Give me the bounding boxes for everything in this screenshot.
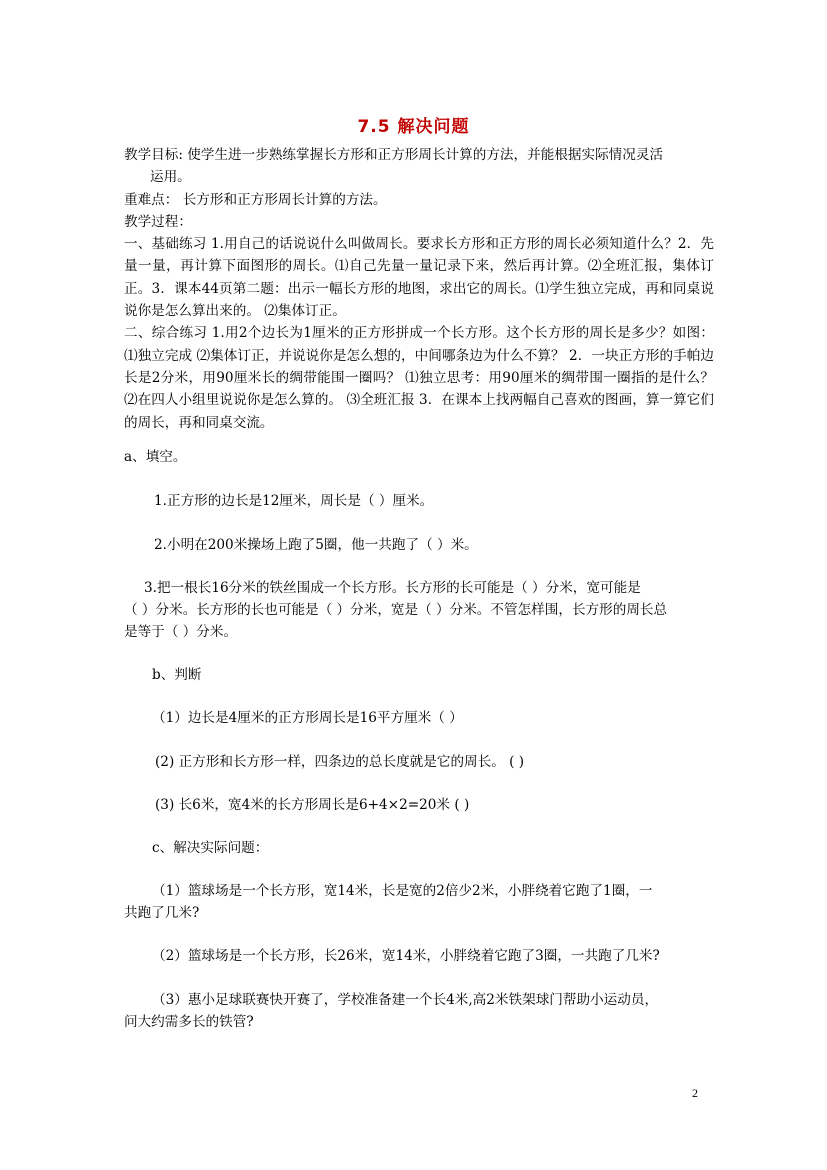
- fill-question-2: 2.小明在200米操场上跑了5圈，他一共跑了（ ）米。: [154, 537, 478, 553]
- fill-question-3-line2: （ ）分米。长方形的长也可能是（ ）分米，宽是（ ）分米。不管怎样围，长方形的周长总: [124, 602, 668, 618]
- lesson-intro: [124, 144, 714, 434]
- section-a-heading: a、填空。: [124, 449, 187, 465]
- fill-question-3-line1: 3.把一根长16分米的铁丝围成一个长方形。长方形的长可能是（ ）分米，宽可能是: [144, 580, 641, 596]
- problem-3-line1: （3）惠小足球联赛快开赛了，学校准备建一个长4米,高2米铁架球门帮助小运动员，: [152, 992, 659, 1008]
- problem-2: （2）篮球场是一个长方形，长26米，宽14米，小胖绕着它跑了3圈，一共跑了几米?: [152, 948, 660, 964]
- teaching-goal: 教学目标: 使学生进一步熟练掌握长方形和正方形周长计算的方法，并能根据实际情况灵活: [124, 147, 664, 163]
- section-b-heading: b、判断: [152, 667, 202, 683]
- document-title: 7.5 解决问题: [357, 117, 470, 137]
- judge-question-2: (2) 正方形和长方形一样，四条边的总长度就是它的周长。 ( ): [155, 754, 525, 770]
- basic-practice-paragraph: 一、基础练习 1.用自己的话说说什么叫做周长。要求长方形和正方形的周长必须知道什么？2．先量一量，再计算下面图形的周长。⑴自己先量一量记录下来，然后再计算。⑵全班汇报，集体订正。3．课本44页第二题：出示一幅长方形的地图，求出它的周长。⑴学生独立完成，再和同桌说说你是怎么算出来的。 ⑵集体订正。: [124, 236, 714, 320]
- teaching-goal-continued: 运用。: [150, 169, 191, 186]
- page-number: 2: [692, 1086, 698, 1100]
- problem-1-line2: 共跑了几米?: [124, 905, 200, 921]
- judge-question-3: (3) 长6米，宽4米的长方形周长是6+4×2=20米 ( ): [155, 797, 470, 813]
- judge-question-1: （1）边长是4厘米的正方形周长是16平方厘米（ ）: [152, 710, 463, 726]
- problem-3-line2: 问大约需多长的铁管?: [124, 1014, 254, 1030]
- fill-question-1: 1.正方形的边长是12厘米，周长是（ ）厘米。: [154, 493, 434, 509]
- problem-1-line1: （1）篮球场是一个长方形，宽14米，长是宽的2倍少2米，小胖绕着它跑了1圈，一: [152, 883, 653, 899]
- section-c-heading: c、解决实际问题：: [152, 840, 269, 856]
- comprehensive-practice-paragraph: 二、综合练习 1.用2个边长为1厘米的正方形拼成一个长方形。这个长方形的周长是多少？如图： ⑴独立完成 ⑵集体订正，并说说你是怎么想的，中间哪条边为什么不算？ 2．一块正方形的手帕边长是2分米，用90厘米长的绸带能围一圈吗？ ⑴独立思考：用90厘米的绸带围一圈指的是什么？ ⑵在四人小组里说说你是怎么算的。 ⑶全班汇报 3．在课本上找两幅自己喜欢的图画，算一算它们的周长，再和同桌交流。: [124, 325, 714, 431]
- key-points: 重难点： 长方形和正方形周长计算的方法。: [124, 191, 387, 208]
- teaching-process-heading: 教学过程：: [124, 213, 192, 230]
- fill-question-3-line3: 是等于（ ）分米。: [124, 624, 238, 640]
